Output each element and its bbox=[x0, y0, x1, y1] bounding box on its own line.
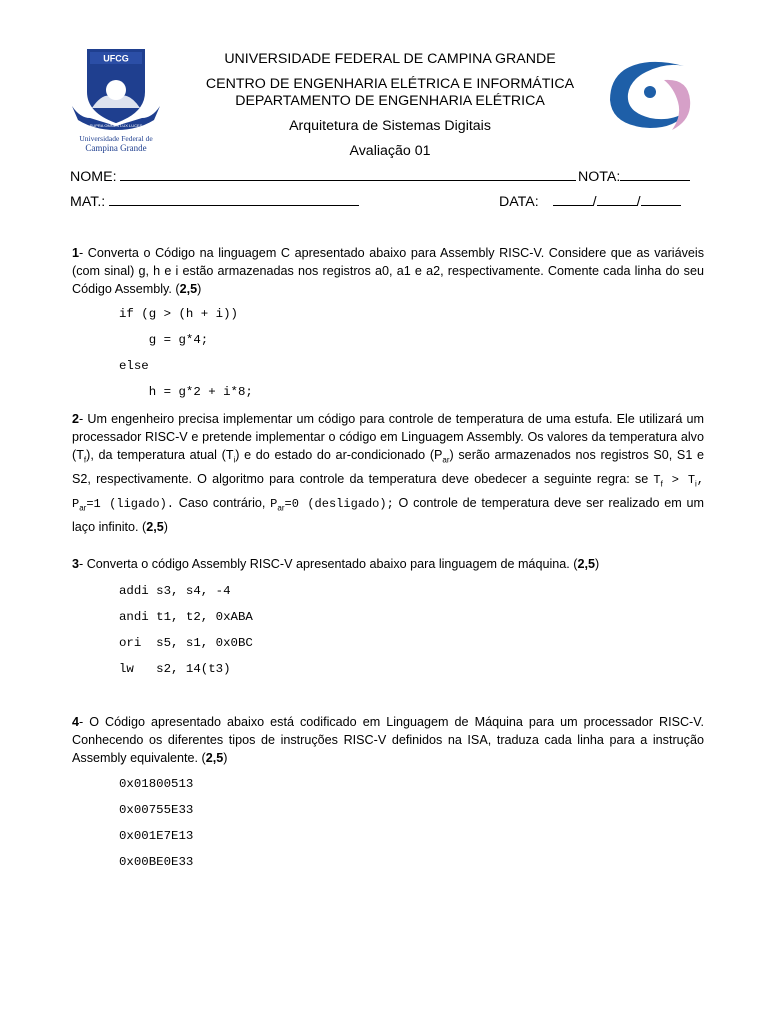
q2-sub-f: f bbox=[83, 455, 87, 465]
question-1 bbox=[72, 244, 704, 299]
q2-sub-ar: ar bbox=[442, 455, 450, 465]
q2-text-2: ), da temperatura atual (T bbox=[86, 448, 234, 463]
q1-code-line-2: g = g*4; bbox=[119, 333, 209, 347]
q4-close: ) bbox=[223, 751, 228, 766]
q3-code-line-3: ori s5, s1, 0x0BC bbox=[119, 636, 253, 650]
q2-text-1: - Um engenheiro precisa implementar um código para controle de temperatura de uma estufa. Ele utilizará um processador RISC-V e pretende implementar o código em Linguagem Assembly. Os valores da temperatura alvo (T bbox=[72, 412, 704, 463]
question-4 bbox=[72, 713, 704, 768]
q2-rule-off: =0 (desligado); bbox=[284, 496, 394, 511]
q4-code-line-4: 0x00BE0E33 bbox=[119, 855, 194, 869]
q2-rule-sub-i: i bbox=[695, 479, 697, 489]
university-name: UNIVERSIDADE FEDERAL DE CAMPINA GRANDE bbox=[224, 51, 556, 67]
department-logo bbox=[606, 60, 698, 132]
date-label: DATA: bbox=[499, 194, 539, 210]
q1-close: ) bbox=[197, 282, 202, 297]
grade-field[interactable] bbox=[578, 167, 690, 186]
course-name: Arquitetura de Sistemas Digitais bbox=[289, 118, 491, 134]
registration-blank[interactable] bbox=[109, 192, 359, 206]
q1-code-line-4: h = g*2 + i*8; bbox=[119, 385, 253, 399]
q2-close: ) bbox=[163, 519, 168, 534]
q4-code-line-2: 0x00755E33 bbox=[119, 803, 194, 817]
logo-name-line2: Campina Grande bbox=[85, 143, 147, 153]
q2-sub-i: i bbox=[233, 455, 236, 465]
q1-text: - Converta o Código na linguagem C apresentado abaixo para Assembly RISC-V. Considere que as variáveis (com sinal) g, h e i estão armazenadas nos registros a0, a1 e a2, respectivamente. Comente cada linha do seu Código Assembly. ( bbox=[72, 246, 704, 297]
q2-rule-sep: , bbox=[696, 473, 704, 488]
logo-motto: SUPRA OMNES LUX LUCES bbox=[89, 123, 143, 128]
date-sep-1: / bbox=[592, 194, 597, 210]
date-field[interactable] bbox=[499, 192, 681, 211]
name-blank[interactable] bbox=[120, 167, 576, 181]
exam-title: Avaliação 01 bbox=[349, 143, 431, 159]
q2-rule-on: =1 (ligado). bbox=[86, 496, 174, 511]
registration-label: MAT.: bbox=[70, 194, 106, 210]
q4-text: - O Código apresentado abaixo está codificado em Linguagem de Máquina para um processador RISC-V. Conhecendo os diferentes tipos de instruções RISC-V definidos na ISA, traduza cada linha para a instrução Assembly equivalente. ( bbox=[72, 715, 704, 766]
q2-rule-sub-ar2: ar bbox=[277, 503, 285, 513]
date-day-blank[interactable] bbox=[553, 192, 593, 206]
q3-close: ) bbox=[594, 557, 600, 571]
q4-number: 4 bbox=[72, 715, 80, 729]
q3-number: 3 bbox=[72, 557, 80, 571]
q1-number: 1 bbox=[72, 246, 80, 260]
q2-rule-par2: P bbox=[270, 496, 278, 511]
q3-score: 2,5 bbox=[577, 557, 595, 571]
q2-text-4: ) serão armazenados nos registros S0, S1 e S2, respectivamente. O algoritmo para controle da temperatura deve obedecer a seguinte regra: se bbox=[72, 448, 704, 487]
q3-code-line-4: lw s2, 14(t3) bbox=[119, 662, 231, 676]
grade-blank[interactable] bbox=[620, 167, 690, 181]
q2-rule-par: P bbox=[72, 496, 80, 511]
department-name: DEPARTAMENTO DE ENGENHARIA ELÉTRICA bbox=[235, 93, 545, 109]
grade-label: NOTA: bbox=[578, 169, 621, 185]
q2-text-5: Caso contrário, bbox=[174, 495, 271, 510]
date-year-blank[interactable] bbox=[641, 192, 681, 206]
q3-code-line-1: addi s3, s4, -4 bbox=[119, 584, 231, 598]
q2-text-3: ) e do estado do ar-condicionado (P bbox=[235, 448, 443, 463]
center-name: CENTRO DE ENGENHARIA ELÉTRICA E INFORMÁTICA bbox=[205, 76, 575, 92]
q3-code-line-2: andi t1, t2, 0xABA bbox=[119, 610, 253, 624]
name-field[interactable] bbox=[70, 167, 576, 186]
date-month-blank[interactable] bbox=[597, 192, 637, 206]
q1-code-line-3: else bbox=[119, 359, 149, 373]
q4-score: 2,5 bbox=[205, 751, 224, 766]
q3-text: - Converta o código Assembly RISC-V apresentado abaixo para linguagem de máquina. ( bbox=[79, 557, 578, 571]
q4-code-line-1: 0x01800513 bbox=[119, 777, 194, 791]
logo-name-line1: Universidade Federal de bbox=[79, 134, 153, 143]
q2-text-6: O controle de temperatura deve ser realizado em um laço infinito. ( bbox=[72, 495, 704, 534]
question-2 bbox=[72, 410, 704, 536]
q2-rule-sub-ar: ar bbox=[79, 503, 87, 513]
q4-code-line-3: 0x001E7E13 bbox=[119, 829, 194, 843]
q2-rule-gt: > bbox=[662, 473, 688, 488]
q2-rule-tf: T bbox=[653, 473, 661, 488]
q2-rule-ti: T bbox=[687, 473, 696, 488]
ufcg-logo bbox=[68, 46, 164, 154]
name-label: NOME: bbox=[70, 169, 117, 185]
q2-number: 2 bbox=[72, 412, 80, 426]
q1-code-line-1: if (g > (h + i)) bbox=[119, 307, 238, 321]
q2-score: 2,5 bbox=[146, 519, 164, 534]
registration-field[interactable] bbox=[70, 192, 359, 211]
q2-rule-sub-f: f bbox=[660, 479, 663, 489]
q1-score: 2,5 bbox=[179, 282, 198, 297]
logo-abbr: UFCG bbox=[103, 53, 129, 64]
date-sep-2: / bbox=[636, 194, 641, 210]
question-3 bbox=[72, 555, 704, 573]
